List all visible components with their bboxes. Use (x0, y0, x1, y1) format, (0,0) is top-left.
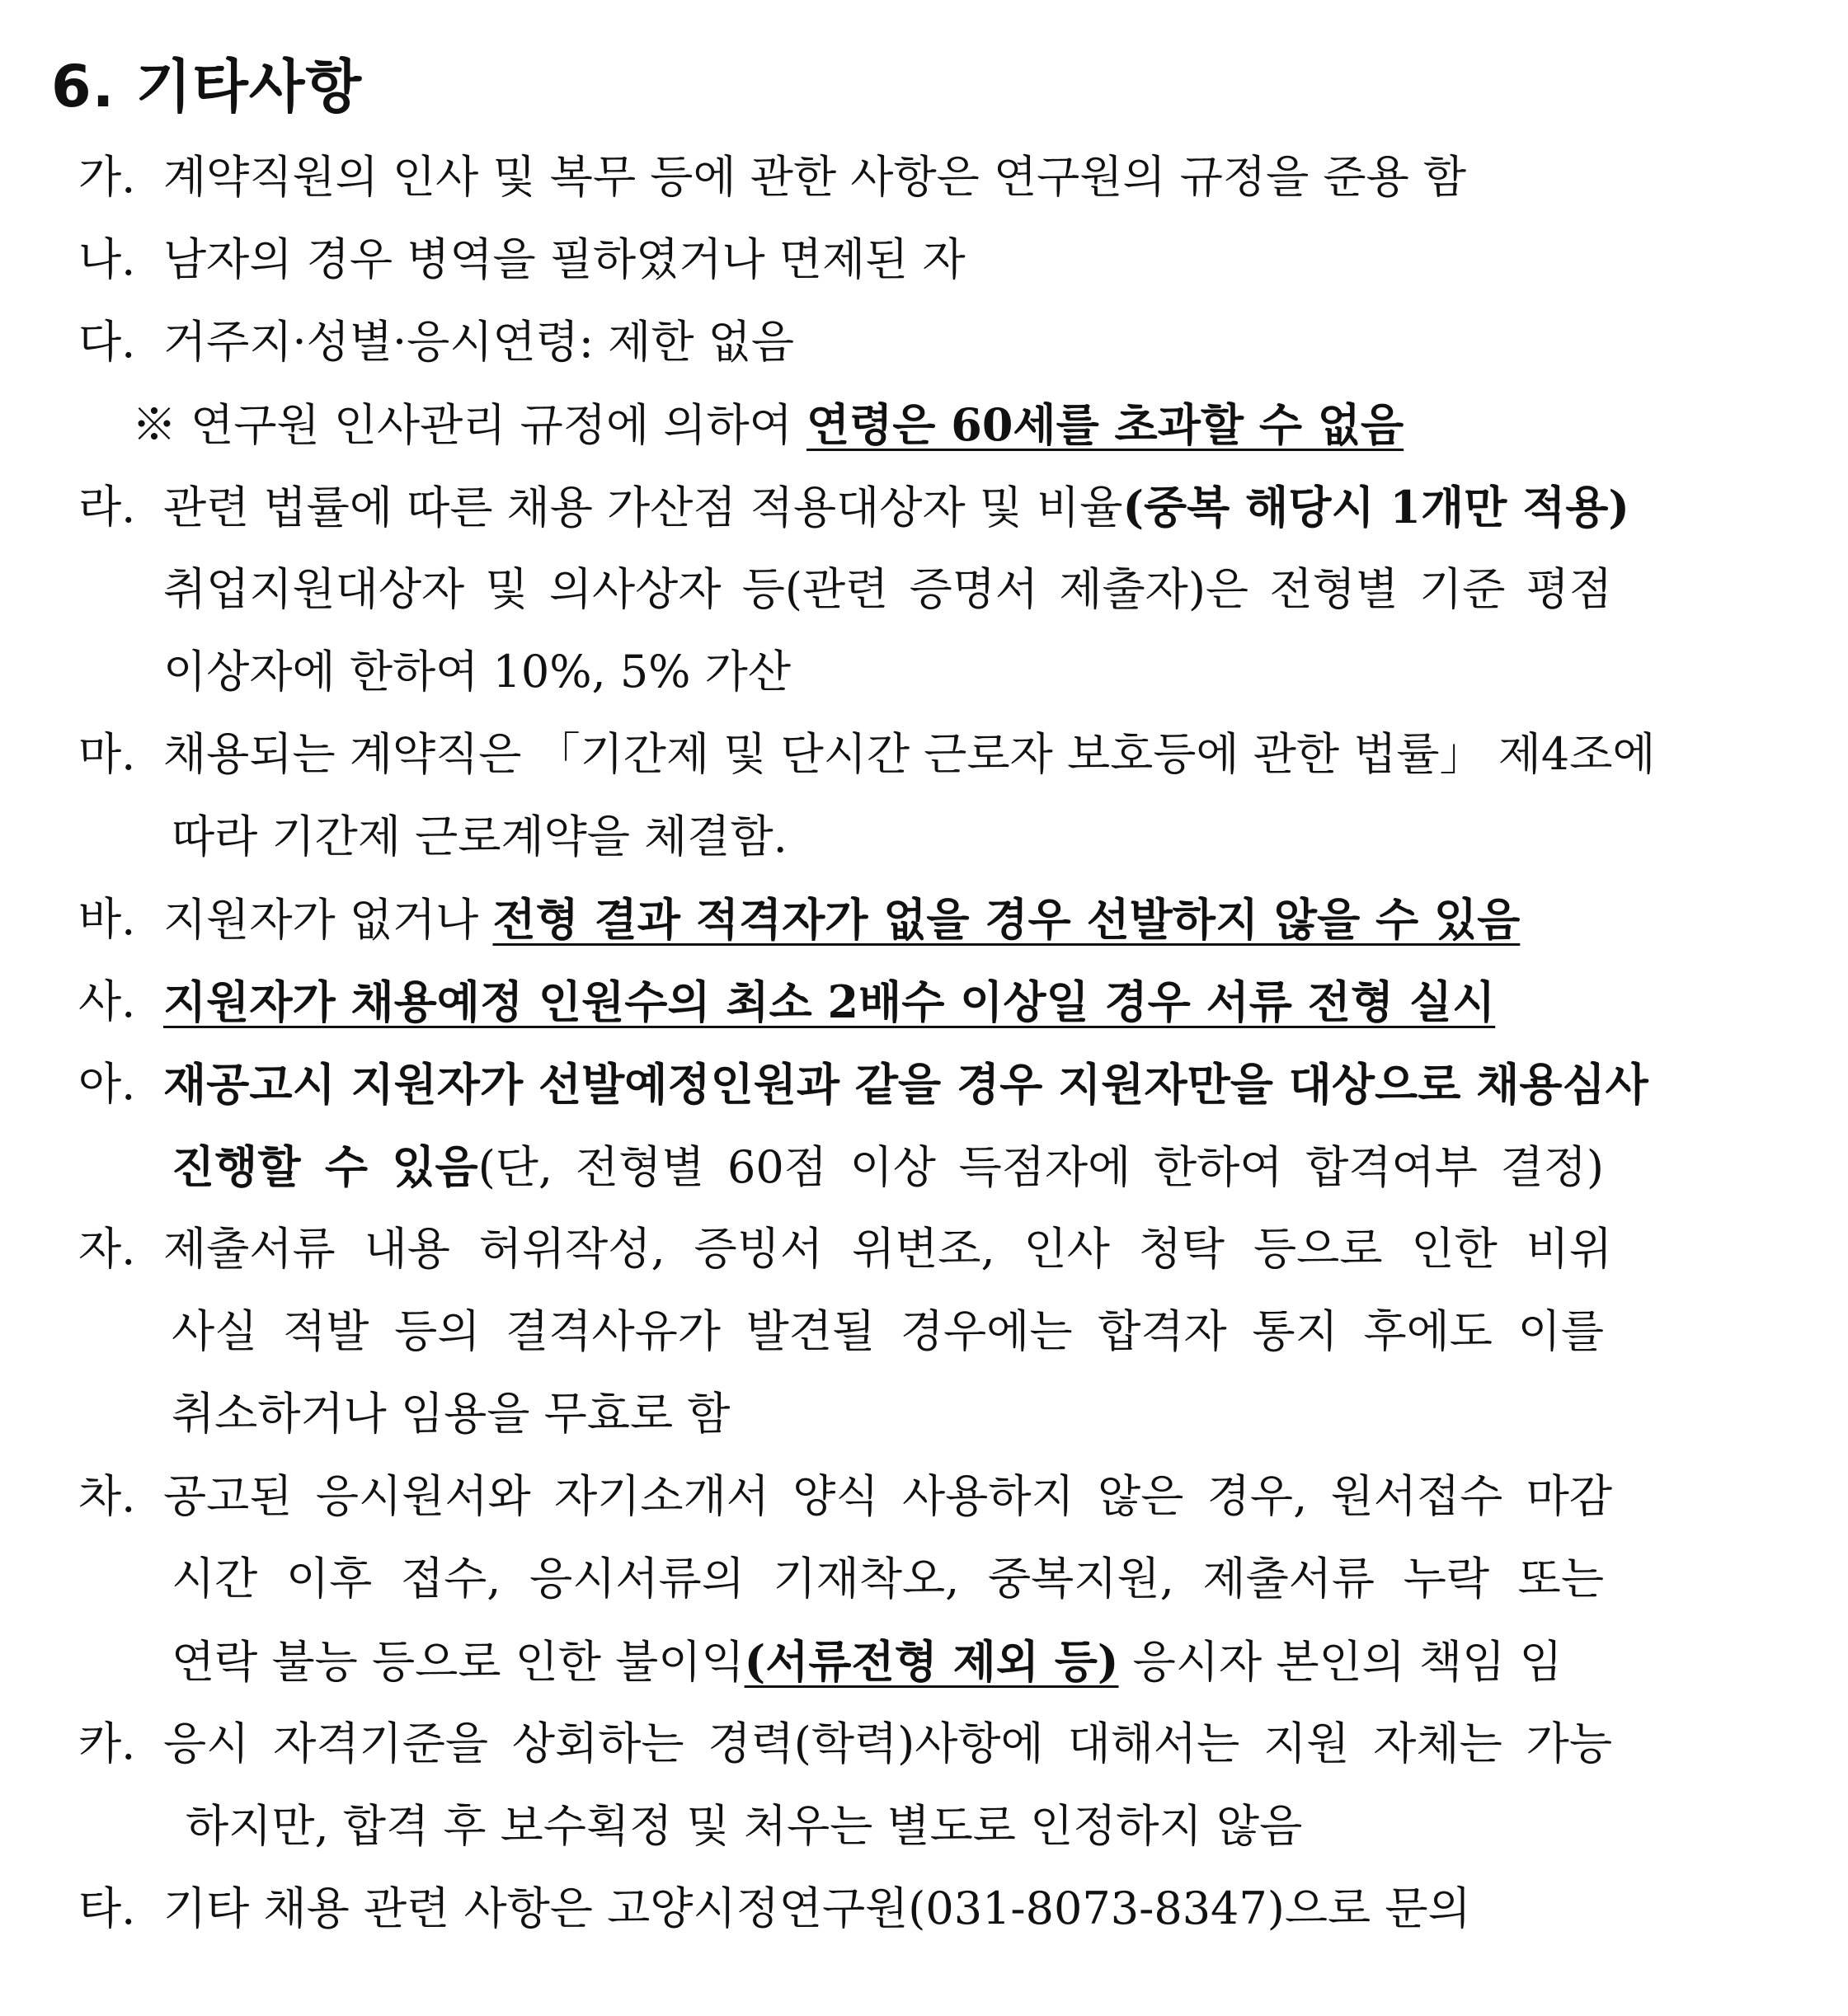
text-segment: 따라 기간제 근로계약을 체결함. (172, 811, 788, 862)
item-marker: 마. (78, 728, 136, 780)
text-segment: 사실 적발 등의 결격사유가 발견될 경우에는 합격자 통지 후에도 이를 (172, 1305, 1604, 1357)
item-text (172, 1305, 1604, 1357)
item-text (163, 1718, 1612, 1769)
text-segment: 채용되는 계약직은 「기간제 및 단시간 근로자 보호등에 관한 법률」 제4조에 (163, 728, 1656, 780)
bold-text: (중복 해당시 1개만 적용) (1122, 481, 1629, 533)
emphasized-text: 연령은 60세를 초과할 수 없음 (806, 398, 1404, 451)
item-text (132, 398, 1404, 451)
item-text (163, 728, 1656, 780)
item-text (172, 1553, 1604, 1605)
emphasized-text: (서류전형 제외 등) (744, 1635, 1119, 1688)
item-text (172, 1388, 731, 1440)
text-segment: (단, 전형별 60점 이상 득점자에 한하여 합격여부 결정) (477, 1141, 1604, 1193)
item-marker: 카. (78, 1718, 136, 1769)
item-text (172, 1140, 1604, 1193)
item-text (163, 1882, 1471, 1934)
text-segment: 이상자에 한하여 10%, 5% 가산 (163, 646, 791, 698)
item-marker: 사. (78, 975, 136, 1027)
item-marker: 자. (78, 1223, 136, 1275)
item-text (163, 1470, 1612, 1522)
item-marker: 나. (78, 233, 136, 285)
text-segment: 연락 불능 등으로 인한 불이익 (172, 1636, 745, 1688)
item-marker: 가. (78, 151, 136, 203)
bold-text: 재공고시 지원자가 선발예정인원과 같을 경우 지원자만을 대상으로 채용심사 (163, 1058, 1648, 1111)
item-text (163, 151, 1467, 203)
section-title: 6. 기타사항 (51, 53, 363, 120)
text-segment: ※ 연구원 인사관리 규정에 의하여 (132, 399, 806, 451)
emphasized-text: 전형 결과 적격자가 없을 경우 선발하지 않을 수 있음 (492, 893, 1521, 946)
item-text (163, 1058, 1648, 1111)
text-segment: 공고된 응시원서와 자기소개서 양식 사용하지 않은 경우, 원서접수 마감 (163, 1470, 1612, 1522)
text-segment: 하지만, 합격 후 보수획정 및 처우는 별도로 인정하지 않음 (186, 1800, 1303, 1852)
text-segment: 취소하거나 임용을 무효로 함 (172, 1388, 731, 1440)
item-marker: 아. (78, 1058, 136, 1110)
text-segment: 응시 자격기준을 상회하는 경력(학력)사항에 대해서는 지원 자체는 가능 (163, 1718, 1612, 1769)
bold-text: 진행할 수 있음 (172, 1140, 478, 1193)
item-text (163, 1223, 1612, 1275)
emphasized-text: 지원자가 채용예정 인원수의 최소 2배수 이상일 경우 서류 전형 실시 (163, 975, 1496, 1028)
text-segment: 제출서류 내용 허위작성, 증빙서 위변조, 인사 청탁 등으로 인한 비위 (163, 1223, 1612, 1275)
text-segment: 시간 이후 접수, 응시서류의 기재착오, 중복지원, 제출서류 누락 또는 (172, 1553, 1604, 1605)
text-segment: 계약직원의 인사 및 복무 등에 관한 사항은 연구원의 규정을 준용 함 (163, 151, 1467, 203)
text-segment: 거주지·성별·응시연령: 제한 없음 (163, 316, 794, 368)
text-segment: 남자의 경우 병역을 필하였거나 면제된 자 (163, 233, 966, 285)
item-marker: 바. (78, 893, 136, 945)
item-text (163, 233, 966, 285)
item-marker: 차. (78, 1470, 136, 1522)
item-text (172, 1635, 1563, 1688)
item-text (163, 481, 1629, 533)
text-segment: 지원자가 없거나 (163, 894, 493, 946)
item-text (163, 563, 1612, 615)
item-text (172, 811, 788, 862)
text-segment: 취업지원대상자 및 의사상자 등(관련 증명서 제출자)은 전형별 기준 평점 (163, 563, 1612, 615)
item-text (163, 975, 1496, 1028)
item-text (163, 646, 791, 698)
text-segment: 기타 채용 관련 사항은 고양시정연구원(031-8073-8347)으로 문의 (163, 1882, 1471, 1934)
text-segment: 관련 법률에 따른 채용 가산점 적용대상자 및 비율 (163, 482, 1123, 533)
item-marker: 라. (78, 481, 136, 533)
item-text (163, 316, 794, 368)
item-text (186, 1800, 1303, 1852)
text-segment: 응시자 본인의 책임 임 (1118, 1636, 1563, 1688)
item-marker: 다. (78, 316, 136, 368)
item-text (163, 893, 1521, 946)
item-marker: 타. (78, 1882, 136, 1934)
